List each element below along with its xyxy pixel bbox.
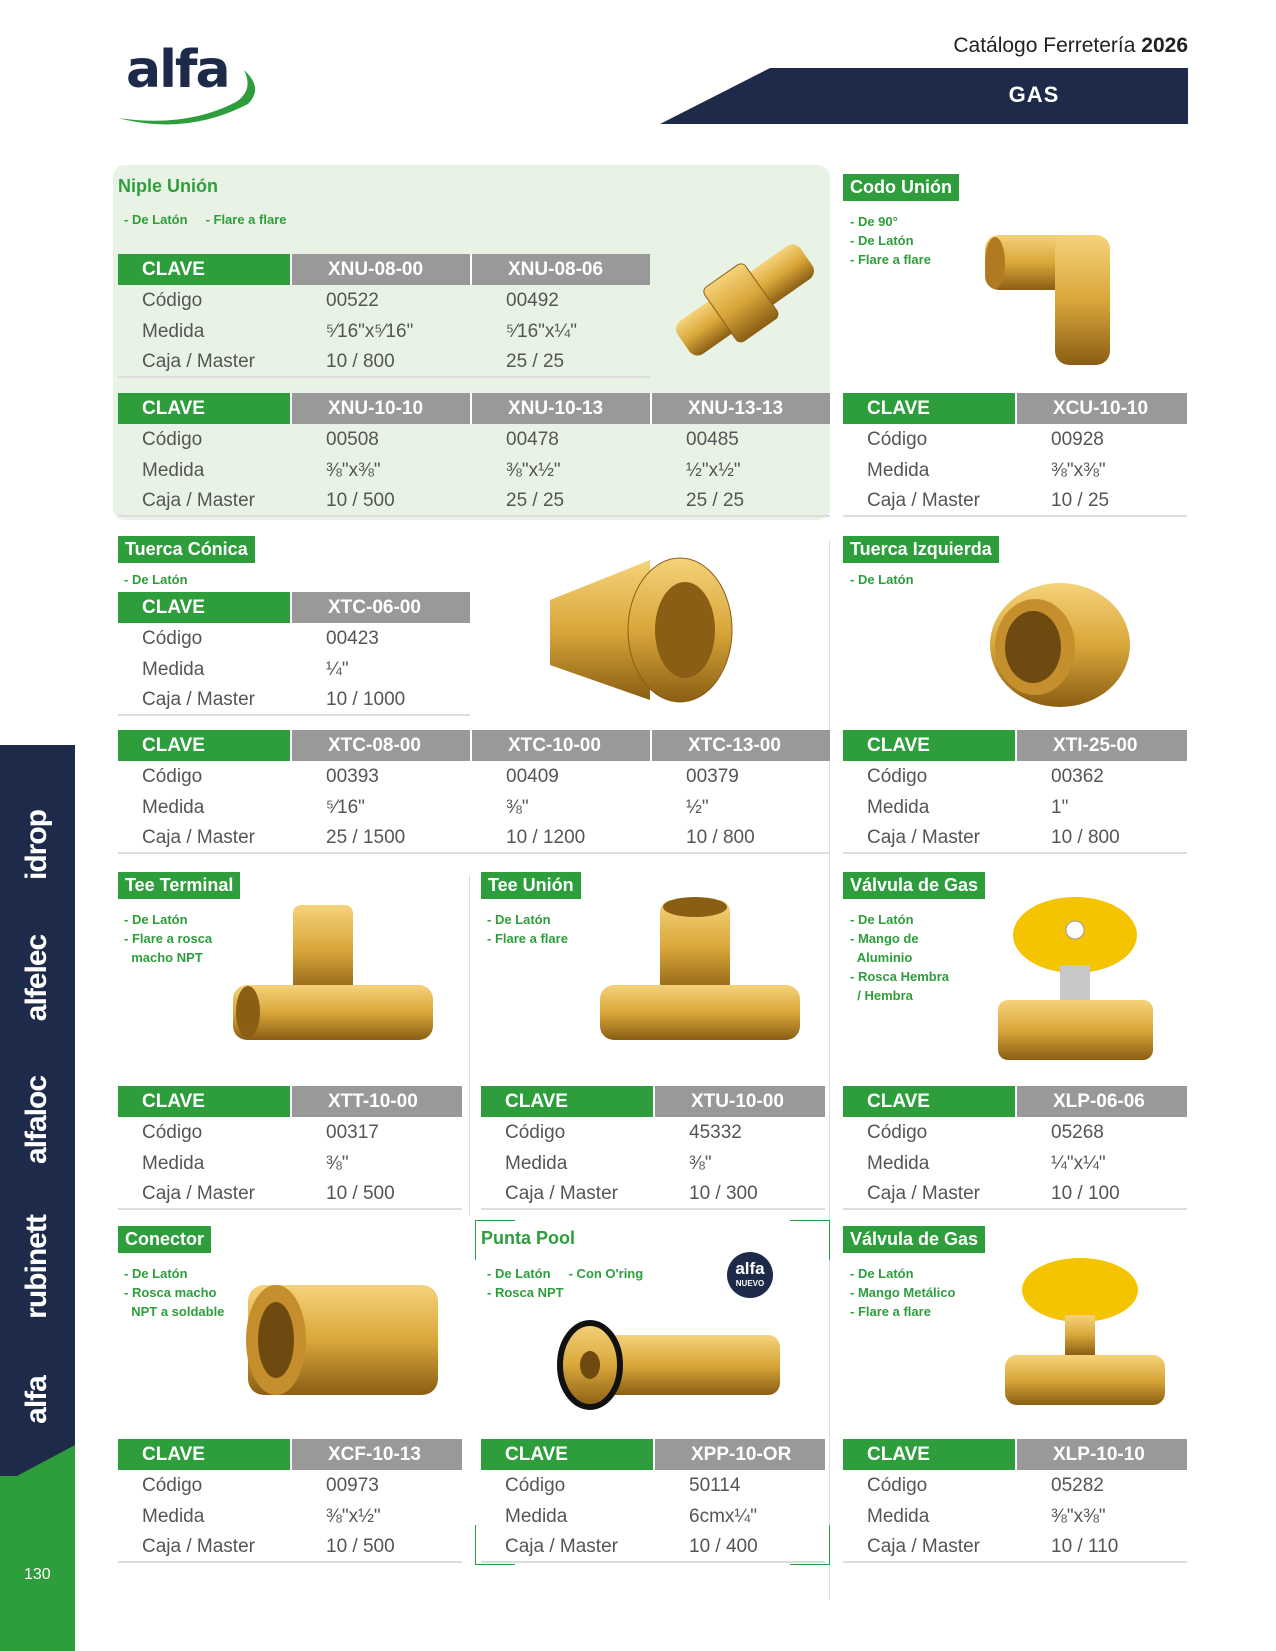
cell-codigo: 00492 [506, 289, 559, 311]
teeu-spec-table [481, 1086, 825, 1210]
brand-sidebar [0, 745, 75, 1651]
table-row [118, 654, 470, 685]
cell-caja: 10 / 800 [326, 350, 395, 372]
table-header-row [118, 393, 830, 424]
table-row [843, 792, 1187, 823]
valv2-features [850, 1264, 955, 1321]
tuerca-title: Tuerca Cónica [118, 536, 255, 563]
teet-title: Tee Terminal [118, 872, 240, 899]
table-row [843, 486, 1187, 517]
label-medida: Medida [867, 1505, 930, 1527]
cell-medida: ¼" [326, 658, 349, 680]
label-codigo: Código [142, 289, 203, 311]
label-medida: Medida [142, 459, 205, 481]
cell-caja: 25 / 1500 [326, 826, 406, 848]
cell-medida: ⁵⁄16" [326, 796, 365, 818]
feature-item: - De Latón - Con O'ring [487, 1266, 644, 1281]
table-row [843, 424, 1187, 455]
cell-medida: ⅜" [326, 1152, 349, 1174]
label-codigo: Código [867, 1121, 928, 1143]
cell-medida: ⅜"x½" [506, 459, 561, 481]
cell-codigo: 00522 [326, 289, 379, 311]
label-medida: Medida [142, 320, 205, 342]
tuerca-izquierda-image [975, 575, 1135, 715]
feature-item: - Flare a flare [850, 1304, 931, 1319]
valv2-title: Válvula de Gas [843, 1226, 985, 1253]
tizq-title: Tuerca Izquierda [843, 536, 999, 563]
table-row [118, 1501, 462, 1532]
valv1-spec-table [843, 1086, 1187, 1210]
table-header-row [843, 1439, 1187, 1470]
cell-caja: 10 / 400 [689, 1535, 758, 1557]
label-clave: CLAVE [481, 1439, 653, 1470]
feature-item: - Rosca macho [124, 1285, 217, 1300]
product-code: XNU-10-10 [290, 393, 470, 424]
feature-item: - Mango de [850, 931, 919, 946]
product-code: XNU-10-13 [470, 393, 650, 424]
cell-codigo: 00362 [1051, 765, 1104, 787]
table-row [481, 1532, 825, 1563]
label-medida: Medida [867, 459, 930, 481]
feature-item: Aluminio [850, 950, 913, 965]
label-medida: Medida [867, 796, 930, 818]
codo-title: Codo Unión [843, 174, 959, 201]
label-codigo: Código [142, 627, 203, 649]
table-row [481, 1179, 825, 1210]
badge-brand: alfa [735, 1259, 765, 1278]
cell-caja: 10 / 110 [1051, 1535, 1119, 1557]
product-code: XTT-10-00 [290, 1086, 462, 1117]
label-caja: Caja / Master [142, 350, 255, 372]
tuerca-features [124, 570, 188, 589]
table-row [118, 1148, 462, 1179]
cell-codigo: 00393 [326, 765, 379, 787]
tuerca-spec-table [118, 730, 830, 854]
table-row [118, 424, 830, 455]
feature-item: - Flare a flare [487, 931, 568, 946]
label-codigo: Código [142, 765, 203, 787]
codo-union-image [975, 215, 1145, 375]
cell-codigo: 00379 [686, 765, 739, 787]
cell-caja: 10 / 1200 [506, 826, 586, 848]
cell-caja: 25 / 25 [686, 489, 745, 511]
table-row [118, 685, 470, 716]
catalog-label: Catálogo Ferretería [953, 34, 1136, 57]
cell-codigo: 45332 [689, 1121, 742, 1143]
cell-caja: 25 / 25 [506, 489, 565, 511]
table-row [118, 761, 830, 792]
table-header-row [118, 254, 650, 285]
table-header-row [118, 1086, 462, 1117]
table-row [118, 623, 470, 654]
label-caja: Caja / Master [867, 1535, 980, 1557]
tizq-spec-table [843, 730, 1187, 854]
label-caja: Caja / Master [142, 826, 255, 848]
cell-codigo: 00928 [1051, 428, 1104, 450]
table-row [481, 1501, 825, 1532]
label-medida: Medida [505, 1505, 568, 1527]
table-row [481, 1148, 825, 1179]
brand-alfa: alfa [20, 1376, 53, 1424]
label-clave: CLAVE [118, 730, 290, 761]
table-row [843, 823, 1187, 854]
teet-spec-table [118, 1086, 462, 1210]
cell-medida: 6cmx¼" [689, 1505, 757, 1527]
cell-codigo: 00973 [326, 1474, 379, 1496]
table-row [843, 761, 1187, 792]
cell-codigo: 00409 [506, 765, 559, 787]
table-row [481, 1117, 825, 1148]
label-codigo: Código [142, 1474, 203, 1496]
table-row [118, 1470, 462, 1501]
cell-codigo: 50114 [689, 1474, 741, 1496]
product-code: XTC-06-00 [290, 592, 470, 623]
valv1-title: Válvula de Gas [843, 872, 985, 899]
table-row [118, 1532, 462, 1563]
feature-item: - De Latón [124, 572, 188, 587]
feature-item: - De Latón [124, 212, 188, 227]
cell-medida: ⁵⁄16"x⁵⁄16" [326, 320, 414, 342]
feature-item: - De Latón [850, 233, 914, 248]
table-row [118, 1117, 462, 1148]
table-header-row [118, 1439, 462, 1470]
cell-caja: 10 / 800 [1051, 826, 1120, 848]
product-code: XNU-08-00 [290, 254, 470, 285]
cell-codigo: 00508 [326, 428, 379, 450]
label-codigo: Código [867, 1474, 928, 1496]
label-codigo: Código [505, 1474, 566, 1496]
niple-spec-table [118, 393, 830, 517]
table-row [843, 1470, 1187, 1501]
label-clave: CLAVE [118, 1086, 290, 1117]
teeu-title: Tee Unión [481, 872, 581, 899]
tee-union-image [595, 895, 805, 1070]
brand-alfelec: alfelec [20, 934, 53, 1022]
badge-label: NUEVO [735, 1279, 765, 1288]
cell-medida: ⁵⁄16"x¼" [506, 320, 578, 342]
label-medida: Medida [505, 1152, 568, 1174]
cell-codigo: 00485 [686, 428, 739, 450]
table-row [118, 347, 650, 378]
label-caja: Caja / Master [867, 1182, 980, 1204]
feature-item: - Rosca NPT [487, 1285, 564, 1300]
tizq-features [850, 570, 914, 589]
label-clave: CLAVE [118, 393, 290, 424]
cell-codigo: 00423 [326, 627, 379, 649]
valv1-features [850, 910, 949, 1005]
table-row [843, 1532, 1187, 1563]
feature-item: - Rosca Hembra [850, 969, 949, 984]
table-row [118, 316, 650, 347]
nuevo-badge [727, 1252, 773, 1298]
cell-codigo: 05268 [1051, 1121, 1104, 1143]
label-clave: CLAVE [118, 592, 290, 623]
cell-caja: 10 / 500 [326, 1535, 395, 1557]
table-header-row [843, 1086, 1187, 1117]
feature-item: macho NPT [124, 950, 203, 965]
feature-item: - De Latón [124, 1266, 188, 1281]
niple-features [124, 210, 287, 229]
conector-spec-table [118, 1439, 462, 1563]
tuerca-spec-table [118, 592, 470, 716]
label-clave: CLAVE [118, 254, 290, 285]
cell-medida: 1" [1051, 796, 1069, 818]
label-clave: CLAVE [118, 1439, 290, 1470]
sidebar-green-block [0, 1476, 75, 1651]
product-code: XTC-13-00 [650, 730, 830, 761]
tuerca-conica-image [540, 550, 740, 715]
label-medida: Medida [142, 1505, 205, 1527]
product-code: XTU-10-00 [653, 1086, 825, 1117]
page-number: 130 [24, 1566, 51, 1583]
section-banner [660, 68, 1188, 124]
alfa-logo [116, 40, 266, 128]
codo-features [850, 212, 931, 269]
label-clave: CLAVE [843, 1439, 1015, 1470]
table-row [118, 486, 830, 517]
label-medida: Medida [142, 796, 205, 818]
cell-caja: 10 / 500 [326, 1182, 395, 1204]
cell-medida: ¼"x¼" [1051, 1152, 1106, 1174]
pool-title: Punta Pool [481, 1228, 575, 1248]
valv2-spec-table [843, 1439, 1187, 1563]
catalog-year: 2026 [1141, 34, 1188, 57]
label-clave: CLAVE [481, 1086, 653, 1117]
conector-image [238, 1245, 438, 1415]
feature-item: - De Latón [487, 912, 551, 927]
label-codigo: Código [142, 428, 203, 450]
feature-item: - Flare a flare [205, 212, 287, 227]
table-row [118, 823, 830, 854]
teeu-features [487, 910, 568, 948]
table-header-row [118, 730, 830, 761]
pool-features [487, 1264, 643, 1302]
cell-codigo: 05282 [1051, 1474, 1104, 1496]
table-row [843, 1179, 1187, 1210]
teet-features [124, 910, 212, 967]
cell-medida: ⅜"x½" [326, 1505, 381, 1527]
product-code: XNU-08-06 [470, 254, 650, 285]
product-code: XCF-10-13 [290, 1439, 462, 1470]
valvula-gas-aluminio-image [990, 895, 1160, 1075]
feature-item: - De 90° [850, 214, 898, 229]
feature-item: NPT a soldable [124, 1304, 225, 1319]
brand-rubinett: rubinett [20, 1215, 53, 1319]
table-row [843, 455, 1187, 486]
label-codigo: Código [867, 428, 928, 450]
cell-caja: 10 / 800 [686, 826, 755, 848]
cell-medida: ⅜"x⅜" [1051, 459, 1106, 481]
niple-spec-table [118, 254, 650, 378]
label-caja: Caja / Master [142, 1535, 255, 1557]
table-header-row [481, 1439, 825, 1470]
table-row [843, 1148, 1187, 1179]
feature-item: / Hembra [850, 988, 913, 1003]
label-clave: CLAVE [843, 730, 1015, 761]
product-code: XTI-25-00 [1015, 730, 1187, 761]
table-header-row [118, 592, 470, 623]
table-row [481, 1470, 825, 1501]
table-row [118, 792, 830, 823]
feature-item: - De Latón [850, 1266, 914, 1281]
valvula-gas-metalico-image [1000, 1255, 1170, 1425]
product-code: XLP-10-10 [1015, 1439, 1187, 1470]
table-row [843, 1501, 1187, 1532]
product-code: XNU-13-13 [650, 393, 830, 424]
tee-terminal-image [228, 900, 438, 1070]
label-medida: Medida [142, 1152, 205, 1174]
cell-medida: ⅜"x⅜" [326, 459, 381, 481]
conector-title: Conector [118, 1226, 211, 1253]
label-codigo: Código [142, 1121, 203, 1143]
cell-caja: 10 / 1000 [326, 688, 406, 710]
table-header-row [843, 393, 1187, 424]
label-clave: CLAVE [843, 393, 1015, 424]
logo-word: alfa [126, 40, 229, 100]
label-caja: Caja / Master [505, 1182, 618, 1204]
label-caja: Caja / Master [142, 489, 255, 511]
section-title: GAS [1008, 82, 1060, 107]
feature-item: - Flare a flare [850, 252, 931, 267]
label-codigo: Código [505, 1121, 566, 1143]
label-caja: Caja / Master [867, 489, 980, 511]
niple-title: Niple Unión [118, 176, 218, 196]
brand-idrop: idrop [20, 810, 53, 880]
product-code: XTC-10-00 [470, 730, 650, 761]
product-code: XCU-10-10 [1015, 393, 1187, 424]
column-divider-mid [469, 875, 470, 1215]
label-caja: Caja / Master [505, 1535, 618, 1557]
conector-features [124, 1264, 224, 1321]
table-header-row [481, 1086, 825, 1117]
product-code: XLP-06-06 [1015, 1086, 1187, 1117]
label-clave: CLAVE [843, 1086, 1015, 1117]
cell-caja: 10 / 25 [1051, 489, 1110, 511]
table-row [118, 455, 830, 486]
label-caja: Caja / Master [142, 688, 255, 710]
brand-alfaloc: alfaloc [20, 1075, 53, 1165]
feature-item: - De Latón [850, 912, 914, 927]
cell-medida: ⅜" [689, 1152, 712, 1174]
feature-item: - De Latón [124, 912, 188, 927]
label-medida: Medida [867, 1152, 930, 1174]
cell-codigo: 00317 [326, 1121, 379, 1143]
cell-medida: ½" [686, 796, 709, 818]
table-row [118, 1179, 462, 1210]
cell-caja: 25 / 25 [506, 350, 565, 372]
feature-item: - Flare a rosca [124, 931, 213, 946]
table-row [118, 285, 650, 316]
table-header-row [843, 730, 1187, 761]
cell-medida: ⅜"x⅜" [1051, 1505, 1106, 1527]
label-caja: Caja / Master [142, 1182, 255, 1204]
product-code: XPP-10-OR [653, 1439, 825, 1470]
feature-item: - De Latón [850, 572, 914, 587]
catalog-title [953, 34, 1188, 58]
label-codigo: Código [867, 765, 928, 787]
cell-medida: ⅜" [506, 796, 529, 818]
product-code: XTC-08-00 [290, 730, 470, 761]
feature-item: - Mango Metálico [850, 1285, 956, 1300]
label-caja: Caja / Master [867, 826, 980, 848]
niple-union-image [660, 225, 830, 375]
cell-medida: ½"x½" [686, 459, 741, 481]
table-row [843, 1117, 1187, 1148]
pool-spec-table [481, 1439, 825, 1563]
label-medida: Medida [142, 658, 205, 680]
cell-caja: 10 / 300 [689, 1182, 758, 1204]
codo-spec-table [843, 393, 1187, 517]
cell-caja: 10 / 100 [1051, 1182, 1120, 1204]
cell-codigo: 00478 [506, 428, 559, 450]
cell-caja: 10 / 500 [326, 489, 395, 511]
sidebar-diagonal [0, 1425, 75, 1485]
